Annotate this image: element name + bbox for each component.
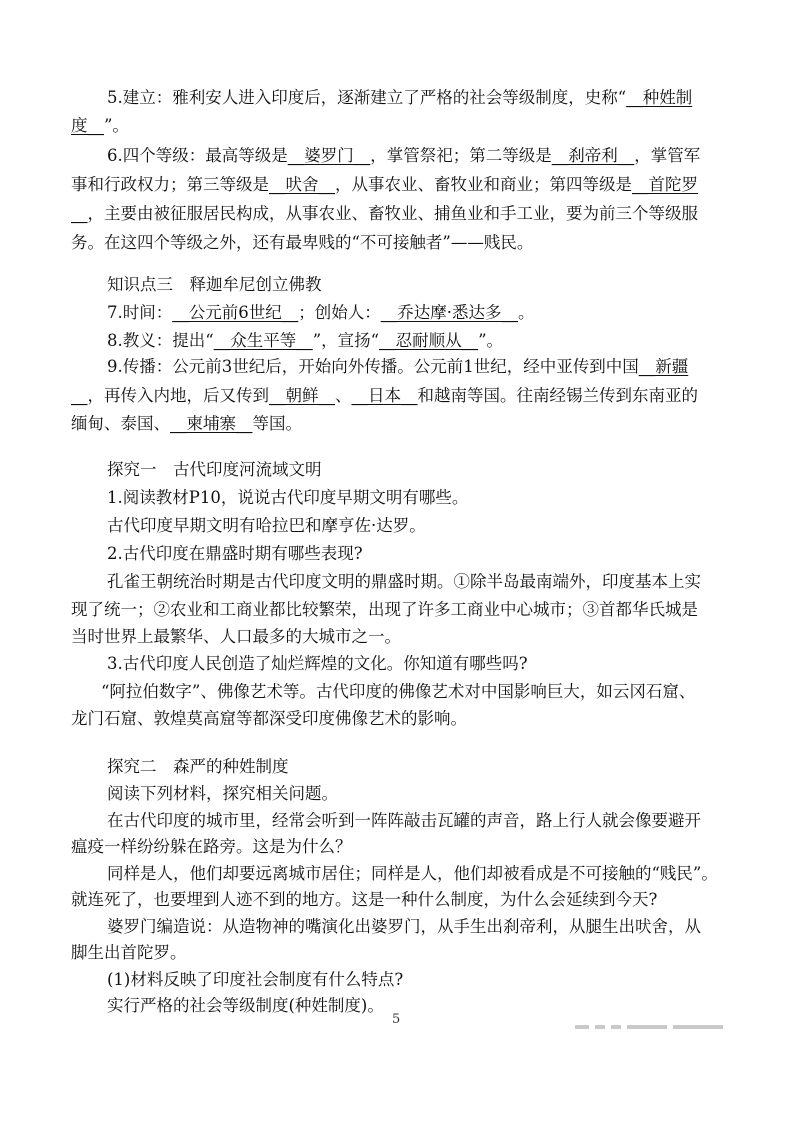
exploration-2-question-1: (1)材料反映了印度社会制度有什么特点? (107, 970, 404, 989)
item-6-text-a: 6.四个等级：最高等级是 (107, 146, 288, 165)
page-number: 5 (392, 1012, 401, 1027)
item-5-line-1 (107, 83, 692, 113)
knowledge-point-3-heading: 知识点三 释迦牟尼创立佛教 (107, 275, 322, 294)
faded-footer-watermark (575, 1016, 745, 1024)
item-5-closing: ”。 (104, 116, 129, 135)
item-9-text-g: 缅甸、泰国、 (71, 414, 170, 433)
exploration-2-answer-1: 实行严格的社会等级制度(种姓制度)。 (107, 996, 384, 1015)
item-8-text-e: ”。 (478, 331, 503, 350)
exploration-1-answer-2-line-1: 孔雀王朝统治时期是古代印度文明的鼎盛时期。①除半岛最南端外，印度基本上实 (107, 572, 701, 591)
exploration-1-heading: 探究一 古代印度河流域文明 (107, 460, 322, 479)
answer-cambodia: __柬埔寨__ (170, 414, 253, 433)
answer-caste-system-cont: 度__ (71, 116, 104, 135)
item-6-text-h: ，主要由被征服居民构成，从事农业、畜牧业、捕鱼业和手工业，要为前三个等级服 (87, 204, 698, 223)
answer-vaishya: __吠舍__ (269, 175, 335, 194)
exploration-1-answer-3-line-1: “阿拉伯数字”、佛像艺术等。古代印度的佛像艺术对中国影响巨大，如云冈石窟、 (101, 682, 696, 701)
answer-xinjiang: __新疆 (638, 357, 689, 376)
answer-equality: __众生平等__ (213, 331, 313, 350)
material-2-line-1: 同样是人，他们却要远离城市居住；同样是人，他们却被看成是不可接触的“贱民”。 (107, 864, 718, 883)
item-9-line-2 (71, 381, 698, 411)
material-3-line-2: 脚生出首陀罗。 (71, 943, 187, 962)
item-5-line-2 (71, 111, 129, 141)
item-9-line-1 (107, 352, 688, 382)
answer-japan: __日本__ (351, 386, 418, 405)
item-9-text-b: ，再传入内地，后又传到 (87, 386, 269, 405)
item-9-line-3 (71, 409, 302, 439)
exploration-1-answer-2-line-2: 现了统一；②农业和工商业都比较繁荣，出现了许多工商业中心城市；③首都华氏城是 (71, 600, 698, 619)
item-6-line-2 (71, 170, 698, 200)
answer-kshatriya: __刹帝利__ (551, 146, 635, 165)
material-1-line-2: 瘟疫一样纷纷躲在路旁。这是为什么？ (71, 837, 352, 856)
answer-brahmin: __婆罗门__ (287, 146, 371, 165)
exploration-1-question-1: 1.阅读教材P10，说说古代印度早期文明有哪些。 (107, 488, 469, 507)
material-2-line-2: 就连死了，也要埋到人迹不到的地方。这是一种什么制度，为什么会延续到今天? (71, 890, 658, 909)
answer-korea: __朝鲜__ (269, 386, 335, 405)
item-5-text: 5.建立：雅利安人进入印度后，逐渐建立了严格的社会等级制度，史称“ (107, 88, 627, 107)
item-6-line-1 (107, 141, 700, 171)
exploration-1-answer-2-line-3: 当时世界上最繁华、人口最多的大城市之一。 (71, 627, 401, 646)
item-7-text-e: 。 (518, 303, 535, 322)
item-8-text-c: ”，宣扬“ (312, 331, 380, 350)
item-8-text-a: 8.教义：提出“ (107, 331, 214, 350)
item-6-line-3 (71, 199, 698, 229)
exploration-1-answer-1: 古代印度早期文明有哈拉巴和摩亨佐·达罗。 (107, 516, 426, 535)
answer-shudra-cont: __ (71, 204, 88, 223)
item-6-text-c: ，掌管祭祀；第二等级是 (370, 146, 552, 165)
item-6-line-4: 务。在这四个等级之外，还有最卑贱的“不可接触者”——贱民。 (71, 233, 534, 252)
item-6-text-f: 事和行政权力；第三等级是 (71, 175, 269, 194)
item-7-text-c: ；创始人： (298, 303, 381, 322)
answer-endurance: __忍耐顺从__ (379, 331, 479, 350)
exploration-1-answer-3-line-2: 龙门石窟、敦煌莫高窟等都深受印度佛像艺术的影响。 (71, 709, 467, 728)
exploration-2-intro: 阅读下列材料，探究相关问题。 (107, 784, 338, 803)
exploration-1-question-2: 2.古代印度在鼎盛时期有哪些表现? (107, 544, 363, 563)
exploration-1-question-3: 3.古代印度人民创造了灿烂辉煌的文化。你知道有哪些吗? (107, 654, 528, 673)
material-1-line-1: 在古代印度的城市里，经常会听到一阵阵敲击瓦罐的声音，路上行人就会像要避开 (107, 811, 701, 830)
answer-time: __公元前6世纪__ (172, 303, 299, 322)
item-6-text-e: ，掌管军 (634, 146, 701, 165)
answer-founder: __乔达摩·悉达多__ (380, 303, 518, 322)
answer-caste-system: __种姓制 (626, 88, 693, 107)
answer-shudra: __首陀罗 (632, 175, 698, 194)
exploration-2-heading: 探究二 森严的种姓制度 (107, 757, 289, 776)
item-7-text-a: 7.时间： (107, 303, 173, 322)
item-9-text-f: 和越南等国。往南经锡兰传到东南亚的 (417, 386, 698, 405)
item-9-text-d: 、 (335, 386, 352, 405)
material-3-line-1: 婆罗门编造说：从造物神的嘴演化出婆罗门，从手生出刹帝利，从腿生出吠舍，从 (107, 917, 701, 936)
item-7 (107, 298, 535, 328)
item-9-text-h: 等国。 (252, 414, 302, 433)
item-6-text-g: ，从事农业、畜牧业和商业；第四等级是 (335, 175, 632, 194)
answer-xinjiang-cont: __ (71, 386, 88, 405)
item-9-text-a: 9.传播：公元前3世纪后，开始向外传播。公元前1世纪，经中亚传到中国 (107, 357, 639, 376)
